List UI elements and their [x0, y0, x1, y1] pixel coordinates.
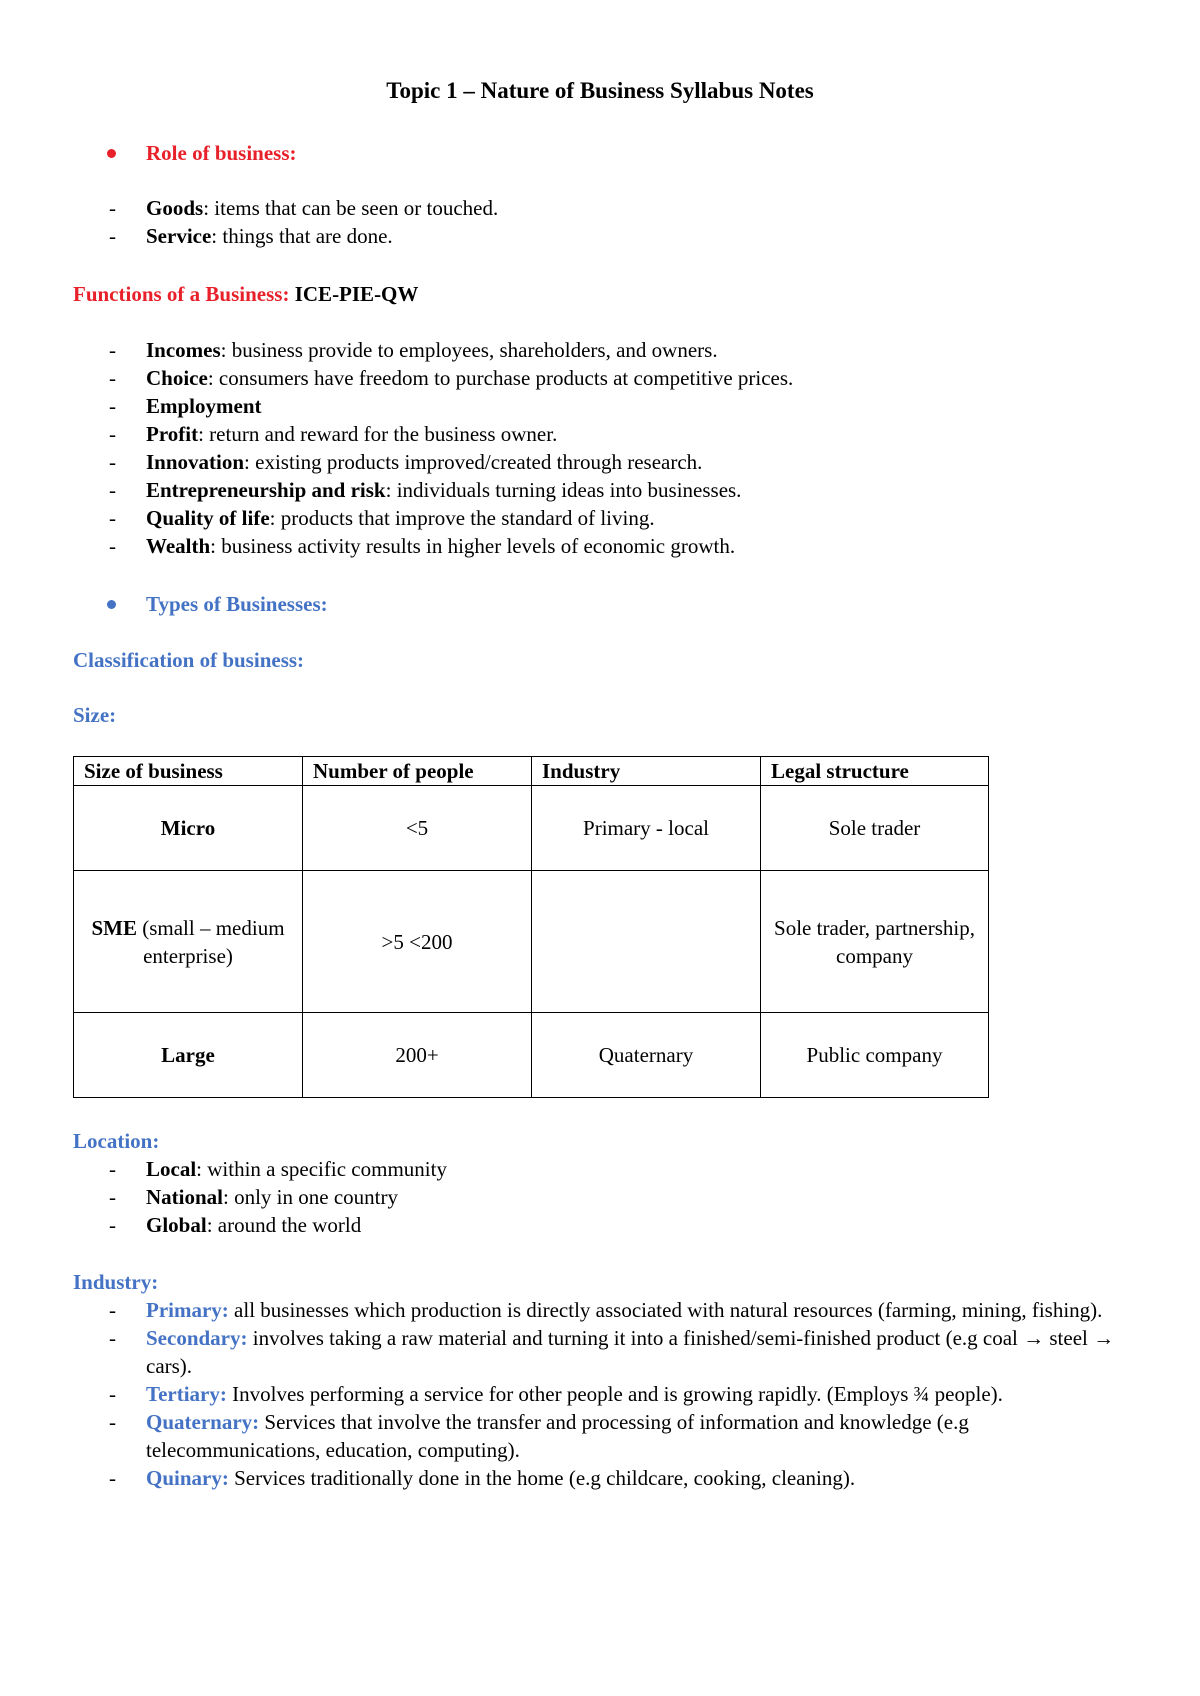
- list-item: - Incomes: business provide to employees, shareholders, and owners.: [109, 338, 718, 362]
- list-item: - Goods: items that can be seen or touched.: [109, 196, 499, 220]
- industry-list: [73, 1296, 1123, 1492]
- list-item: - Tertiary: Involves performing a service for other people and is growing rapidly. (Employs ¾ people).: [109, 1382, 1003, 1406]
- table-header-row: [74, 757, 989, 786]
- classification-heading: Classification of business:: [73, 648, 305, 672]
- table-cell: Sole trader: [761, 786, 989, 871]
- column-header: Industry: [532, 757, 761, 786]
- bullet-icon: [107, 149, 116, 158]
- table-cell: >5 <200: [303, 871, 532, 1013]
- table-cell: Large: [74, 1013, 303, 1098]
- types-heading-text: Types of Businesses:: [146, 592, 328, 616]
- list-item: - Service: things that are done.: [109, 224, 393, 248]
- list-item: - Choice: consumers have freedom to purchase products at competitive prices.: [109, 366, 794, 390]
- list-item: - Global: around the world: [109, 1213, 362, 1237]
- role-heading: [110, 139, 297, 167]
- list-item: - Employment: [109, 394, 262, 418]
- types-heading: [110, 590, 328, 618]
- list-item: - Quinary: Services traditionally done in the home (e.g childcare, cooking, cleaning).: [109, 1466, 856, 1490]
- table-cell: Sole trader, partnership, company: [761, 871, 989, 1013]
- table-cell: Quaternary: [532, 1013, 761, 1098]
- table-row: [74, 871, 989, 1013]
- industry-heading: Industry:: [73, 1270, 159, 1294]
- table-cell: Micro: [74, 786, 303, 871]
- functions-list: [73, 336, 1133, 560]
- location-heading: Location:: [73, 1129, 160, 1153]
- list-item: - Primary: all businesses which production is directly associated with natural resources (farming, mining, fishing).: [109, 1298, 1103, 1322]
- bullet-icon: [107, 600, 116, 609]
- column-header: Number of people: [303, 757, 532, 786]
- list-item: - Local: within a specific community: [109, 1157, 447, 1181]
- list-item: - National: only in one country: [109, 1185, 398, 1209]
- table-cell: SME (small – medium enterprise): [74, 871, 303, 1013]
- functions-acronym: ICE-PIE-QW: [289, 282, 419, 306]
- list-item: - Profit: return and reward for the business owner.: [109, 422, 558, 446]
- table-cell: Primary - local: [532, 786, 761, 871]
- list-item: - Secondary: involves taking a raw material and turning it into a finished/semi-finished product (e.g coal → steel → cars).: [109, 1326, 1115, 1378]
- size-table: [73, 756, 989, 1098]
- size-heading: Size:: [73, 703, 117, 727]
- functions-heading-text: Functions of a Business:: [73, 282, 290, 306]
- table-row: [74, 1013, 989, 1098]
- role-heading-text: Role of business:: [146, 141, 297, 165]
- table-cell: [532, 871, 761, 1013]
- table-cell: <5: [303, 786, 532, 871]
- list-item: - Entrepreneurship and risk: individuals turning ideas into businesses.: [109, 478, 742, 502]
- location-list: [73, 1155, 1133, 1239]
- column-header: Size of business: [74, 757, 303, 786]
- table-cell: 200+: [303, 1013, 532, 1098]
- list-item: - Quaternary: Services that involve the transfer and processing of information and knowledge (e.g telecommunications, education, computing).: [109, 1410, 969, 1462]
- list-item: - Quality of life: products that improve the standard of living.: [109, 506, 655, 530]
- role-list: [73, 194, 1133, 250]
- list-item: - Wealth: business activity results in higher levels of economic growth.: [109, 534, 736, 558]
- table-row: [74, 786, 989, 871]
- column-header: Legal structure: [761, 757, 989, 786]
- table-cell: Public company: [761, 1013, 989, 1098]
- list-item: - Innovation: existing products improved/created through research.: [109, 450, 703, 474]
- functions-heading: [73, 280, 418, 308]
- page-title: Topic 1 – Nature of Business Syllabus Notes: [386, 78, 814, 103]
